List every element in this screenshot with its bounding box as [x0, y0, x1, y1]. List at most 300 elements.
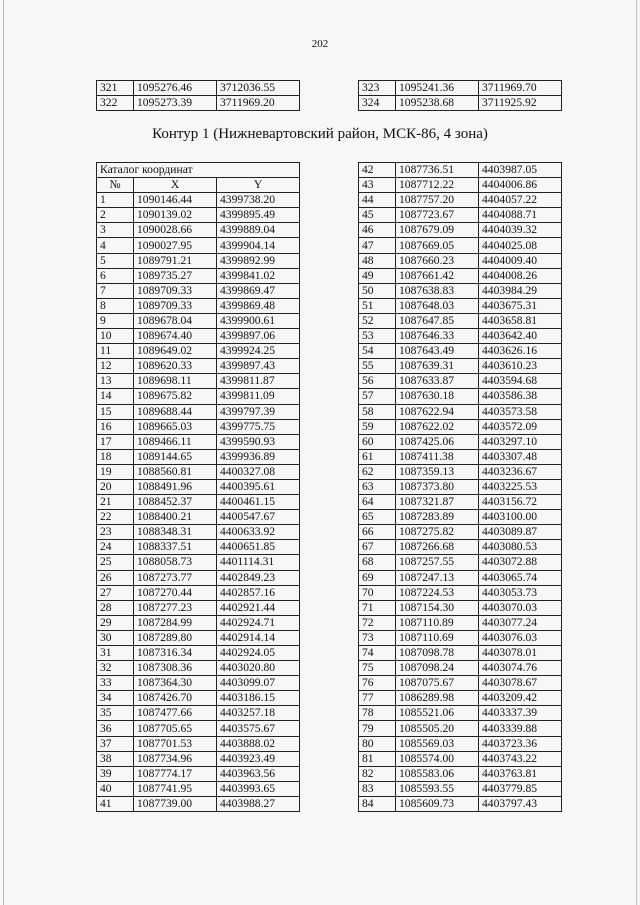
y-coordinate: 4403797.43 — [479, 796, 562, 811]
point-number: 67 — [359, 540, 396, 555]
y-coordinate: 4404006.86 — [479, 178, 562, 193]
x-coordinate: 1087774.17 — [134, 766, 217, 781]
y-coordinate: 4403993.65 — [217, 781, 300, 796]
table-row — [359, 661, 562, 676]
y-coordinate: 4403209.42 — [479, 691, 562, 706]
column-header-y: Y — [217, 178, 300, 193]
x-coordinate: 1088452.37 — [134, 495, 217, 510]
y-coordinate: 4399797.39 — [217, 404, 300, 419]
point-number: 7 — [97, 283, 134, 298]
table-row — [359, 706, 562, 721]
y-coordinate: 4403257.18 — [217, 706, 300, 721]
point-number: 56 — [359, 374, 396, 389]
y-coordinate: 4403065.74 — [479, 570, 562, 585]
x-coordinate: 1089709.33 — [134, 283, 217, 298]
point-number: 78 — [359, 706, 396, 721]
x-coordinate: 1089698.11 — [134, 374, 217, 389]
x-coordinate: 1087712.22 — [396, 178, 479, 193]
y-coordinate: 4403626.16 — [479, 344, 562, 359]
point-number: 16 — [97, 419, 134, 434]
point-number: 62 — [359, 464, 396, 479]
x-coordinate: 1087257.55 — [396, 555, 479, 570]
table-row — [359, 389, 562, 404]
table-row — [359, 796, 562, 811]
point-number: 50 — [359, 283, 396, 298]
y-coordinate: 4403675.31 — [479, 298, 562, 313]
table-row — [359, 208, 562, 223]
x-coordinate: 1087321.87 — [396, 495, 479, 510]
x-coordinate: 1087648.03 — [396, 298, 479, 313]
x-coordinate: 1088560.81 — [134, 464, 217, 479]
y-coordinate: 4403236.67 — [479, 464, 562, 479]
point-number: 1 — [97, 193, 134, 208]
x-coordinate: 1089791.21 — [134, 253, 217, 268]
point-number: 42 — [359, 163, 396, 178]
point-number: 29 — [97, 615, 134, 630]
y-coordinate: 4400327.08 — [217, 464, 300, 479]
table-row — [359, 585, 562, 600]
x-coordinate: 1087639.31 — [396, 359, 479, 374]
y-coordinate: 4399869.47 — [217, 283, 300, 298]
y-coordinate: 4403572.09 — [479, 419, 562, 434]
point-number: 36 — [97, 721, 134, 736]
point-number: 15 — [97, 404, 134, 419]
point-number: 65 — [359, 510, 396, 525]
x-coordinate: 1087110.69 — [396, 630, 479, 645]
table-row — [359, 495, 562, 510]
x-coordinate: 1087273.77 — [134, 570, 217, 585]
table-row — [97, 525, 300, 540]
point-number: 26 — [97, 570, 134, 585]
table-row — [359, 81, 562, 96]
point-number: 5 — [97, 253, 134, 268]
x-coordinate: 1087098.24 — [396, 661, 479, 676]
x-coordinate: 1087660.23 — [396, 253, 479, 268]
point-number: 39 — [97, 766, 134, 781]
x-coordinate: 1089674.40 — [134, 329, 217, 344]
point-number: 63 — [359, 479, 396, 494]
x-coordinate: 1090027.95 — [134, 238, 217, 253]
y-coordinate: 4403156.72 — [479, 495, 562, 510]
table-row — [97, 208, 300, 223]
x-coordinate: 1087283.89 — [396, 510, 479, 525]
point-number: 6 — [97, 268, 134, 283]
y-coordinate: 4399590.93 — [217, 434, 300, 449]
point-number: 69 — [359, 570, 396, 585]
y-coordinate: 4399936.89 — [217, 449, 300, 464]
x-coordinate: 1088337.51 — [134, 540, 217, 555]
point-number: 38 — [97, 751, 134, 766]
point-number: 51 — [359, 298, 396, 313]
point-number: 2 — [97, 208, 134, 223]
point-number: 57 — [359, 389, 396, 404]
x-coordinate: 1085569.03 — [396, 736, 479, 751]
table-row — [359, 540, 562, 555]
y-coordinate: 4404057.22 — [479, 193, 562, 208]
x-coordinate: 1087741.95 — [134, 781, 217, 796]
y-coordinate: 4399869.48 — [217, 298, 300, 313]
x-coordinate: 1087154.30 — [396, 600, 479, 615]
point-number: 68 — [359, 555, 396, 570]
x-coordinate: 1085521.06 — [396, 706, 479, 721]
point-number: 34 — [97, 691, 134, 706]
point-number: 76 — [359, 676, 396, 691]
y-coordinate: 4403089.87 — [479, 525, 562, 540]
point-number: 31 — [97, 646, 134, 661]
x-coordinate: 1087247.13 — [396, 570, 479, 585]
point-number: 79 — [359, 721, 396, 736]
table-row — [359, 223, 562, 238]
point-number: 19 — [97, 464, 134, 479]
point-number: 323 — [359, 81, 396, 96]
y-coordinate: 4402921.44 — [217, 600, 300, 615]
x-coordinate: 1087757.20 — [396, 193, 479, 208]
table-row — [97, 540, 300, 555]
y-coordinate: 4403307.48 — [479, 449, 562, 464]
x-coordinate: 1087316.34 — [134, 646, 217, 661]
y-coordinate: 4403586.38 — [479, 389, 562, 404]
x-coordinate: 1090028.66 — [134, 223, 217, 238]
y-coordinate: 4402924.05 — [217, 646, 300, 661]
table-row — [359, 479, 562, 494]
y-coordinate: 4403339.88 — [479, 721, 562, 736]
x-coordinate: 1087359.13 — [396, 464, 479, 479]
x-coordinate: 1090139.02 — [134, 208, 217, 223]
point-number: 13 — [97, 374, 134, 389]
x-coordinate: 1085583.06 — [396, 766, 479, 781]
table-row — [359, 449, 562, 464]
x-coordinate: 1087679.09 — [396, 223, 479, 238]
y-coordinate: 4403963.56 — [217, 766, 300, 781]
x-coordinate: 1089649.02 — [134, 344, 217, 359]
x-coordinate: 1087364.30 — [134, 676, 217, 691]
point-number: 3 — [97, 223, 134, 238]
catalog-table-right — [358, 162, 562, 812]
table-row — [359, 238, 562, 253]
top-coordinates-table-right — [358, 80, 562, 111]
y-coordinate: 4403988.27 — [217, 796, 300, 811]
table-row — [359, 781, 562, 796]
x-coordinate: 1085505.20 — [396, 721, 479, 736]
point-number: 14 — [97, 389, 134, 404]
table-row — [359, 615, 562, 630]
y-coordinate: 4403100.00 — [479, 510, 562, 525]
point-number: 25 — [97, 555, 134, 570]
table-row — [97, 389, 300, 404]
y-coordinate: 4399924.25 — [217, 344, 300, 359]
x-coordinate: 1087701.53 — [134, 736, 217, 751]
table-row — [97, 329, 300, 344]
y-coordinate: 4399738.20 — [217, 193, 300, 208]
point-number: 45 — [359, 208, 396, 223]
table-row — [359, 313, 562, 328]
point-number: 21 — [97, 495, 134, 510]
point-number: 40 — [97, 781, 134, 796]
table-row — [359, 96, 562, 111]
table-row — [97, 751, 300, 766]
table-row — [97, 404, 300, 419]
point-number: 11 — [97, 344, 134, 359]
y-coordinate: 4401114.31 — [217, 555, 300, 570]
catalog-caption: Каталог координат — [97, 163, 300, 178]
point-number: 66 — [359, 525, 396, 540]
point-number: 41 — [97, 796, 134, 811]
table-row — [359, 751, 562, 766]
y-coordinate: 4399897.06 — [217, 329, 300, 344]
point-number: 64 — [359, 495, 396, 510]
y-coordinate: 4399811.87 — [217, 374, 300, 389]
point-number: 33 — [97, 676, 134, 691]
y-coordinate: 3711925.92 — [479, 96, 562, 111]
point-number: 53 — [359, 329, 396, 344]
y-coordinate: 4403743.22 — [479, 751, 562, 766]
x-coordinate: 1088058.73 — [134, 555, 217, 570]
x-coordinate: 1087477.66 — [134, 706, 217, 721]
x-coordinate: 1087705.65 — [134, 721, 217, 736]
point-number: 55 — [359, 359, 396, 374]
point-number: 321 — [97, 81, 134, 96]
y-coordinate: 4403642.40 — [479, 329, 562, 344]
table-row — [97, 495, 300, 510]
table-row — [359, 600, 562, 615]
y-coordinate: 4400633.92 — [217, 525, 300, 540]
y-coordinate: 4403594.68 — [479, 374, 562, 389]
table-row — [97, 706, 300, 721]
y-coordinate: 4403658.81 — [479, 313, 562, 328]
y-coordinate: 4399811.09 — [217, 389, 300, 404]
point-number: 77 — [359, 691, 396, 706]
y-coordinate: 4403186.15 — [217, 691, 300, 706]
x-coordinate: 1095273.39 — [134, 96, 217, 111]
x-coordinate: 1085609.73 — [396, 796, 479, 811]
x-coordinate: 1087289.80 — [134, 630, 217, 645]
point-number: 35 — [97, 706, 134, 721]
catalog-table-left — [96, 162, 300, 812]
point-number: 20 — [97, 479, 134, 494]
y-coordinate: 4400547.67 — [217, 510, 300, 525]
table-row — [97, 479, 300, 494]
table-row — [97, 781, 300, 796]
point-number: 46 — [359, 223, 396, 238]
y-coordinate: 4402914.14 — [217, 630, 300, 645]
x-coordinate: 1087661.42 — [396, 268, 479, 283]
table-row — [97, 374, 300, 389]
point-number: 23 — [97, 525, 134, 540]
y-coordinate: 4403610.23 — [479, 359, 562, 374]
y-coordinate: 4403337.39 — [479, 706, 562, 721]
x-coordinate: 1087734.96 — [134, 751, 217, 766]
table-row — [359, 359, 562, 374]
point-number: 71 — [359, 600, 396, 615]
y-coordinate: 4402857.16 — [217, 585, 300, 600]
y-coordinate: 4400395.61 — [217, 479, 300, 494]
y-coordinate: 4403074.76 — [479, 661, 562, 676]
y-coordinate: 4403888.02 — [217, 736, 300, 751]
point-number: 22 — [97, 510, 134, 525]
y-coordinate: 4399892.99 — [217, 253, 300, 268]
point-number: 58 — [359, 404, 396, 419]
y-coordinate: 4400651.85 — [217, 540, 300, 555]
contour-title: Контур 1 (Нижневартовский район, МСК-86, 4 зона) — [152, 126, 488, 142]
table-row — [97, 344, 300, 359]
table-row — [97, 298, 300, 313]
table-row — [97, 691, 300, 706]
x-coordinate: 1087646.33 — [396, 329, 479, 344]
table-row — [359, 570, 562, 585]
table-row — [97, 676, 300, 691]
point-number: 24 — [97, 540, 134, 555]
table-row — [359, 178, 562, 193]
x-coordinate: 1088400.21 — [134, 510, 217, 525]
point-number: 12 — [97, 359, 134, 374]
table-row — [97, 736, 300, 751]
y-coordinate: 4403573.58 — [479, 404, 562, 419]
table-row — [359, 510, 562, 525]
point-number: 10 — [97, 329, 134, 344]
table-row — [97, 419, 300, 434]
point-number: 70 — [359, 585, 396, 600]
table-row — [359, 646, 562, 661]
table-row — [359, 464, 562, 479]
point-number: 324 — [359, 96, 396, 111]
table-row — [97, 223, 300, 238]
x-coordinate: 1087739.00 — [134, 796, 217, 811]
x-coordinate: 1087630.18 — [396, 389, 479, 404]
y-coordinate: 4403763.81 — [479, 766, 562, 781]
x-coordinate: 1089466.11 — [134, 434, 217, 449]
x-coordinate: 1087308.36 — [134, 661, 217, 676]
y-coordinate: 4403723.36 — [479, 736, 562, 751]
point-number: 59 — [359, 419, 396, 434]
y-coordinate: 4403077.24 — [479, 615, 562, 630]
x-coordinate: 1087647.85 — [396, 313, 479, 328]
table-row — [359, 419, 562, 434]
y-coordinate: 4399889.04 — [217, 223, 300, 238]
x-coordinate: 1087266.68 — [396, 540, 479, 555]
table-row — [359, 525, 562, 540]
y-coordinate: 4403078.67 — [479, 676, 562, 691]
x-coordinate: 1087622.94 — [396, 404, 479, 419]
table-row — [97, 313, 300, 328]
x-coordinate: 1089675.82 — [134, 389, 217, 404]
table-row — [97, 615, 300, 630]
table-row — [359, 555, 562, 570]
x-coordinate: 1086289.98 — [396, 691, 479, 706]
x-coordinate: 1089620.33 — [134, 359, 217, 374]
table-row — [359, 268, 562, 283]
x-coordinate: 1088491.96 — [134, 479, 217, 494]
x-coordinate: 1089144.65 — [134, 449, 217, 464]
table-row — [359, 253, 562, 268]
table-row — [97, 268, 300, 283]
y-coordinate: 4403099.07 — [217, 676, 300, 691]
x-coordinate: 1089678.04 — [134, 313, 217, 328]
point-number: 43 — [359, 178, 396, 193]
point-number: 8 — [97, 298, 134, 313]
table-row — [97, 283, 300, 298]
y-coordinate: 4403078.01 — [479, 646, 562, 661]
x-coordinate: 1095241.36 — [396, 81, 479, 96]
table-row — [97, 449, 300, 464]
x-coordinate: 1087736.51 — [396, 163, 479, 178]
y-coordinate: 4403072.88 — [479, 555, 562, 570]
x-coordinate: 1087723.67 — [396, 208, 479, 223]
table-row — [97, 81, 300, 96]
table-row — [359, 344, 562, 359]
point-number: 61 — [359, 449, 396, 464]
y-coordinate: 4403070.03 — [479, 600, 562, 615]
table-row — [97, 238, 300, 253]
y-coordinate: 4403053.73 — [479, 585, 562, 600]
page-number: 202 — [311, 38, 329, 50]
point-number: 75 — [359, 661, 396, 676]
table-row — [359, 721, 562, 736]
table-row — [359, 404, 562, 419]
table-row — [359, 676, 562, 691]
table-row — [359, 283, 562, 298]
table-row — [97, 630, 300, 645]
point-number: 80 — [359, 736, 396, 751]
point-number: 18 — [97, 449, 134, 464]
table-row — [359, 434, 562, 449]
x-coordinate: 1087224.53 — [396, 585, 479, 600]
x-coordinate: 1095276.46 — [134, 81, 217, 96]
top-coordinates-table-left — [96, 80, 300, 111]
x-coordinate: 1087669.05 — [396, 238, 479, 253]
table-row — [359, 630, 562, 645]
point-number: 82 — [359, 766, 396, 781]
y-coordinate: 4404039.32 — [479, 223, 562, 238]
point-number: 37 — [97, 736, 134, 751]
x-coordinate: 1085574.00 — [396, 751, 479, 766]
y-coordinate: 4403779.85 — [479, 781, 562, 796]
y-coordinate: 3712036.55 — [217, 81, 300, 96]
table-row — [97, 555, 300, 570]
point-number: 322 — [97, 96, 134, 111]
point-number: 27 — [97, 585, 134, 600]
column-header-number: № — [97, 178, 134, 193]
x-coordinate: 1087270.44 — [134, 585, 217, 600]
table-row — [359, 766, 562, 781]
point-number: 84 — [359, 796, 396, 811]
y-coordinate: 4403225.53 — [479, 479, 562, 494]
y-coordinate: 4399841.02 — [217, 268, 300, 283]
point-number: 9 — [97, 313, 134, 328]
table-row — [97, 600, 300, 615]
table-row — [97, 193, 300, 208]
x-coordinate: 1089665.03 — [134, 419, 217, 434]
y-coordinate: 4403987.05 — [479, 163, 562, 178]
x-coordinate: 1089688.44 — [134, 404, 217, 419]
x-coordinate: 1087110.89 — [396, 615, 479, 630]
x-coordinate: 1087373.80 — [396, 479, 479, 494]
point-number: 44 — [359, 193, 396, 208]
x-coordinate: 1087277.23 — [134, 600, 217, 615]
y-coordinate: 4403575.67 — [217, 721, 300, 736]
y-coordinate: 3711969.70 — [479, 81, 562, 96]
point-number: 17 — [97, 434, 134, 449]
y-coordinate: 4404008.26 — [479, 268, 562, 283]
table-row — [359, 329, 562, 344]
point-number: 32 — [97, 661, 134, 676]
table-row — [97, 434, 300, 449]
y-coordinate: 4404025.08 — [479, 238, 562, 253]
x-coordinate: 1085593.55 — [396, 781, 479, 796]
x-coordinate: 1087638.83 — [396, 283, 479, 298]
y-coordinate: 4403984.29 — [479, 283, 562, 298]
table-row — [97, 721, 300, 736]
x-coordinate: 1087098.78 — [396, 646, 479, 661]
